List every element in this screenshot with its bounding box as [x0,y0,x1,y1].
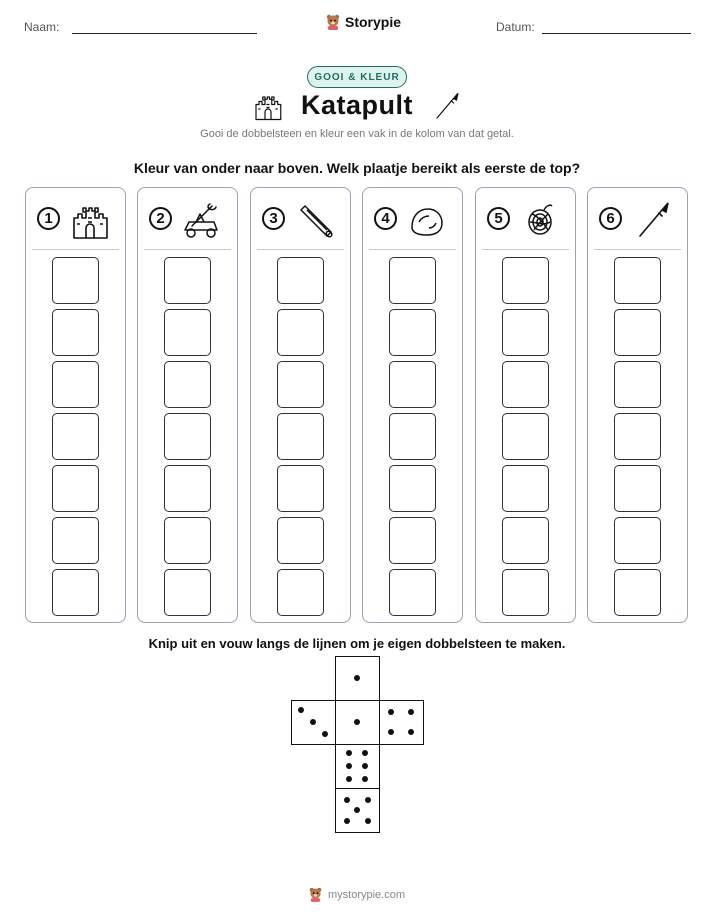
color-box[interactable] [164,569,211,616]
die-pip [354,719,360,725]
column-divider [369,249,456,250]
date-line [542,33,691,34]
subtitle: Gooi de dobbelsteen en kleur een vak in de kolom van dat getal. [200,128,514,140]
die-pip [408,709,414,715]
activity-badge: GOOI & KLEUR [307,66,407,88]
column-header [138,188,237,248]
die-pip [365,818,371,824]
color-box[interactable] [502,309,549,356]
color-box[interactable] [164,257,211,304]
column-number: 6 [599,207,622,230]
color-box[interactable] [164,517,211,564]
die-face-5 [335,788,380,833]
color-box[interactable] [389,257,436,304]
column-divider [144,249,231,250]
storypie-bear-icon [309,887,322,902]
column-number: 1 [37,207,60,230]
boulder-icon [407,200,447,240]
color-box[interactable] [52,465,99,512]
column-divider [257,249,344,250]
name-line [72,33,257,34]
color-box[interactable] [502,517,549,564]
color-box[interactable] [277,309,324,356]
color-box[interactable] [164,309,211,356]
die-face-1 [335,656,380,701]
die-pip [344,818,350,824]
castle-icon [70,200,110,240]
die-pip [322,731,328,737]
color-box[interactable] [502,413,549,460]
catapult-icon [182,200,222,240]
color-box[interactable] [614,569,661,616]
color-box[interactable] [164,361,211,408]
die-face-3 [291,700,336,745]
die-instruction: Knip uit en vouw langs de lijnen om je eigen dobbelsteen te maken. [148,636,566,651]
die-pip [310,719,316,725]
color-box[interactable] [164,465,211,512]
color-box[interactable] [277,361,324,408]
name-label: Naam: [24,20,60,34]
column-header [251,188,350,248]
spear-icon [431,91,461,121]
castle-icon [253,91,283,121]
column-1 [25,187,126,623]
die-pip [346,776,352,782]
wooden-beam-icon [295,200,335,240]
die-pip [354,807,360,813]
column-6 [587,187,688,623]
title-row [0,90,714,121]
color-box[interactable] [502,569,549,616]
die-pip [388,709,394,715]
color-box[interactable] [52,517,99,564]
column-number: 4 [374,207,397,230]
column-divider [594,249,681,250]
column-header [363,188,462,248]
die-pip [298,707,304,713]
die-face-4 [379,700,424,745]
column-number: 5 [487,207,510,230]
die-pip [408,729,414,735]
die-pip [365,797,371,803]
color-box[interactable] [277,569,324,616]
die-face-6 [335,744,380,789]
column-divider [32,249,119,250]
die-pip [362,763,368,769]
column-header [26,188,125,248]
die-pip [362,776,368,782]
column-divider [482,249,569,250]
storypie-bear-icon [326,14,340,30]
page-title: Katapult [301,90,413,120]
column-number: 2 [149,207,172,230]
color-box[interactable] [502,465,549,512]
color-box[interactable] [52,361,99,408]
column-2 [137,187,238,623]
color-box[interactable] [389,517,436,564]
color-box[interactable] [277,465,324,512]
color-box[interactable] [614,361,661,408]
brand-logo [326,14,401,30]
footer-url[interactable]: mystorypie.com [327,888,406,901]
column-header [476,188,575,248]
die-pip [354,675,360,681]
column-number: 3 [262,207,285,230]
color-box[interactable] [52,309,99,356]
spear-icon [632,200,672,240]
color-box[interactable] [164,413,211,460]
column-header [588,188,687,248]
color-box[interactable] [389,465,436,512]
color-box[interactable] [277,257,324,304]
column-4 [362,187,463,623]
die-pip [346,750,352,756]
color-box[interactable] [389,413,436,460]
die-pip [344,797,350,803]
color-box[interactable] [614,309,661,356]
color-box[interactable] [614,257,661,304]
color-box[interactable] [389,309,436,356]
die-pip [388,729,394,735]
footer [0,887,714,902]
date-label: Datum: [496,20,535,34]
color-box[interactable] [52,569,99,616]
color-box[interactable] [389,361,436,408]
color-box[interactable] [52,413,99,460]
die-face-1 [335,700,380,745]
color-box[interactable] [52,257,99,304]
color-box[interactable] [389,569,436,616]
color-box[interactable] [614,517,661,564]
die-pip [346,763,352,769]
color-box[interactable] [614,465,661,512]
color-box[interactable] [277,517,324,564]
color-box[interactable] [277,413,324,460]
die-pip [362,750,368,756]
column-5 [475,187,576,623]
column-3 [250,187,351,623]
color-box[interactable] [614,413,661,460]
rope-coil-icon [520,200,560,240]
color-box[interactable] [502,257,549,304]
brand-name: Storypie [345,14,402,30]
color-box[interactable] [502,361,549,408]
coloring-instruction: Kleur van onder naar boven. Welk plaatje bereikt als eerste de top? [133,160,581,176]
